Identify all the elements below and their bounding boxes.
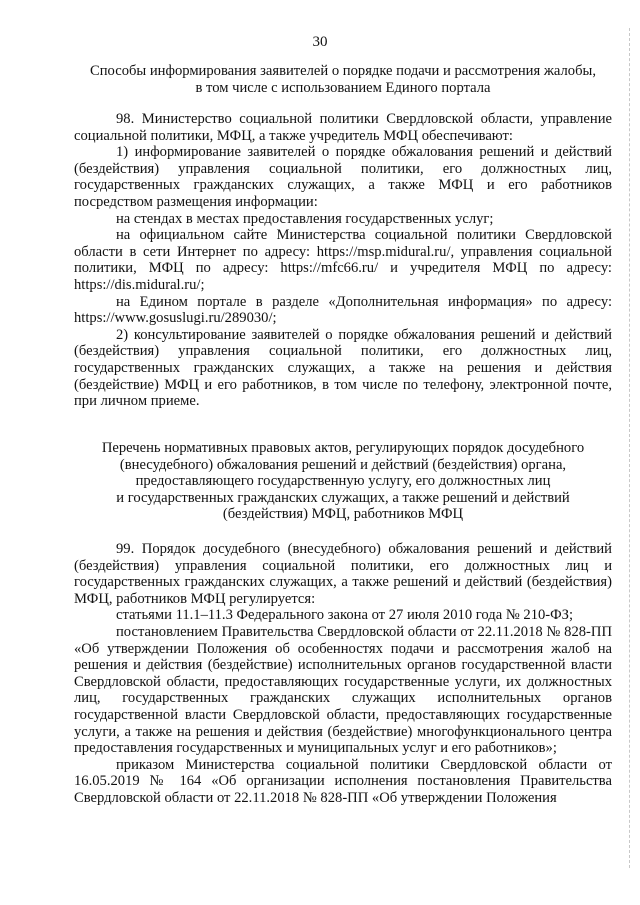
paragraph-98-item-2: 2) консультирование заявителей о порядке обжалования решений и действий (бездействия) управления социальной политики, его должностных лиц, государственных гражданских служащих, а также на решения и действия (бездействие) МФЦ и его работников, в том числе по телефону, электронной почте, при личном приеме. xyxy=(74,326,612,410)
section-99-body xyxy=(74,541,612,807)
section-heading-legal-acts xyxy=(74,440,612,523)
paragraph-official-site: на официальном сайте Министерства социальной политики Свердловской области в сети Интернет по адресу: https://msp.midural.ru/, управления социальной политики, МФЦ по адресу: https://mfc66.ru/ и учредителя МФЦ по адресу: https://dis.midural.ru/; xyxy=(74,227,612,293)
heading-line: в том числе с использованием Единого портала xyxy=(195,79,491,96)
page-number: 30 xyxy=(312,34,328,50)
paragraph-government-decree: постановлением Правительства Свердловской области от 22.11.2018 № 828-ПП «Об утверждении Положения об особенностях подачи и рассмотрения жалоб на решения и действия (бездействие) исполнительных органов государственной власти Свердловской области, предоставляющих государственные услуги, их должностных лиц, государственных гражданских служащих исполнительных органов государственной власти Свердловской области, предоставляющих государственные услуги, а также на решения и действия (бездействие) многофункционального центра предоставления государственных и муниципальных услуг и его работников»; xyxy=(74,623,612,757)
paragraph-ministry-order: приказом Министерства социальной политики Свердловской области от 16.05.2019 № 164 «Об организации исполнения постановления Правительства Свердловской области от 22.11.2018 № 828-ПП «Об утверждении Положения xyxy=(74,756,612,806)
heading-line: и государственных гражданских служащих, а также решений и действий xyxy=(116,489,570,506)
paragraph-99: 99. Порядок досудебного (внесудебного) обжалования решений и действий (бездействия) управления социальной политики, его должностных лиц и государственных гражданских служащих, а также решений и действий (бездействия) МФЦ, работников МФЦ регулируется: xyxy=(74,541,612,607)
heading-line: Способы информирования заявителей о порядке подачи и рассмотрения жалобы, xyxy=(90,63,596,79)
paragraph-98: 98. Министерство социальной политики Свердловской области, управление социальной политики, МФЦ, а также учредитель МФЦ обеспечивают: xyxy=(74,111,612,144)
heading-line: Перечень нормативных правовых актов, регулирующих порядок досудебного xyxy=(101,440,585,456)
heading-line: (внесудебного) обжалования решений и действий (бездействия) органа, xyxy=(119,456,567,473)
section-98-body xyxy=(74,111,612,410)
paragraph-98-item-1: 1) информирование заявителей о порядке обжалования решений и действий (бездействия) управления социальной политики, его должностных лиц, государственных гражданских служащих, а также МФЦ и его работников посредством размещения информации: xyxy=(74,144,612,210)
paragraph-stands: на стендах в местах предоставления государственных услуг; xyxy=(116,210,494,227)
paragraph-unified-portal: на Едином портале в разделе «Дополнительная информация» по адресу: https://www.gosuslugi.ru/289030/; xyxy=(74,293,612,327)
section-heading-complaint-info xyxy=(74,63,612,96)
paragraph-federal-law: статьями 11.1–11.3 Федерального закона от 27 июля 2010 года № 210-ФЗ; xyxy=(116,607,574,624)
heading-line: (бездействия) МФЦ, работников МФЦ xyxy=(222,506,464,523)
heading-line: предоставляющего государственную услугу, его должностных лиц xyxy=(135,473,551,490)
page-edge-dashed-line xyxy=(629,28,630,868)
